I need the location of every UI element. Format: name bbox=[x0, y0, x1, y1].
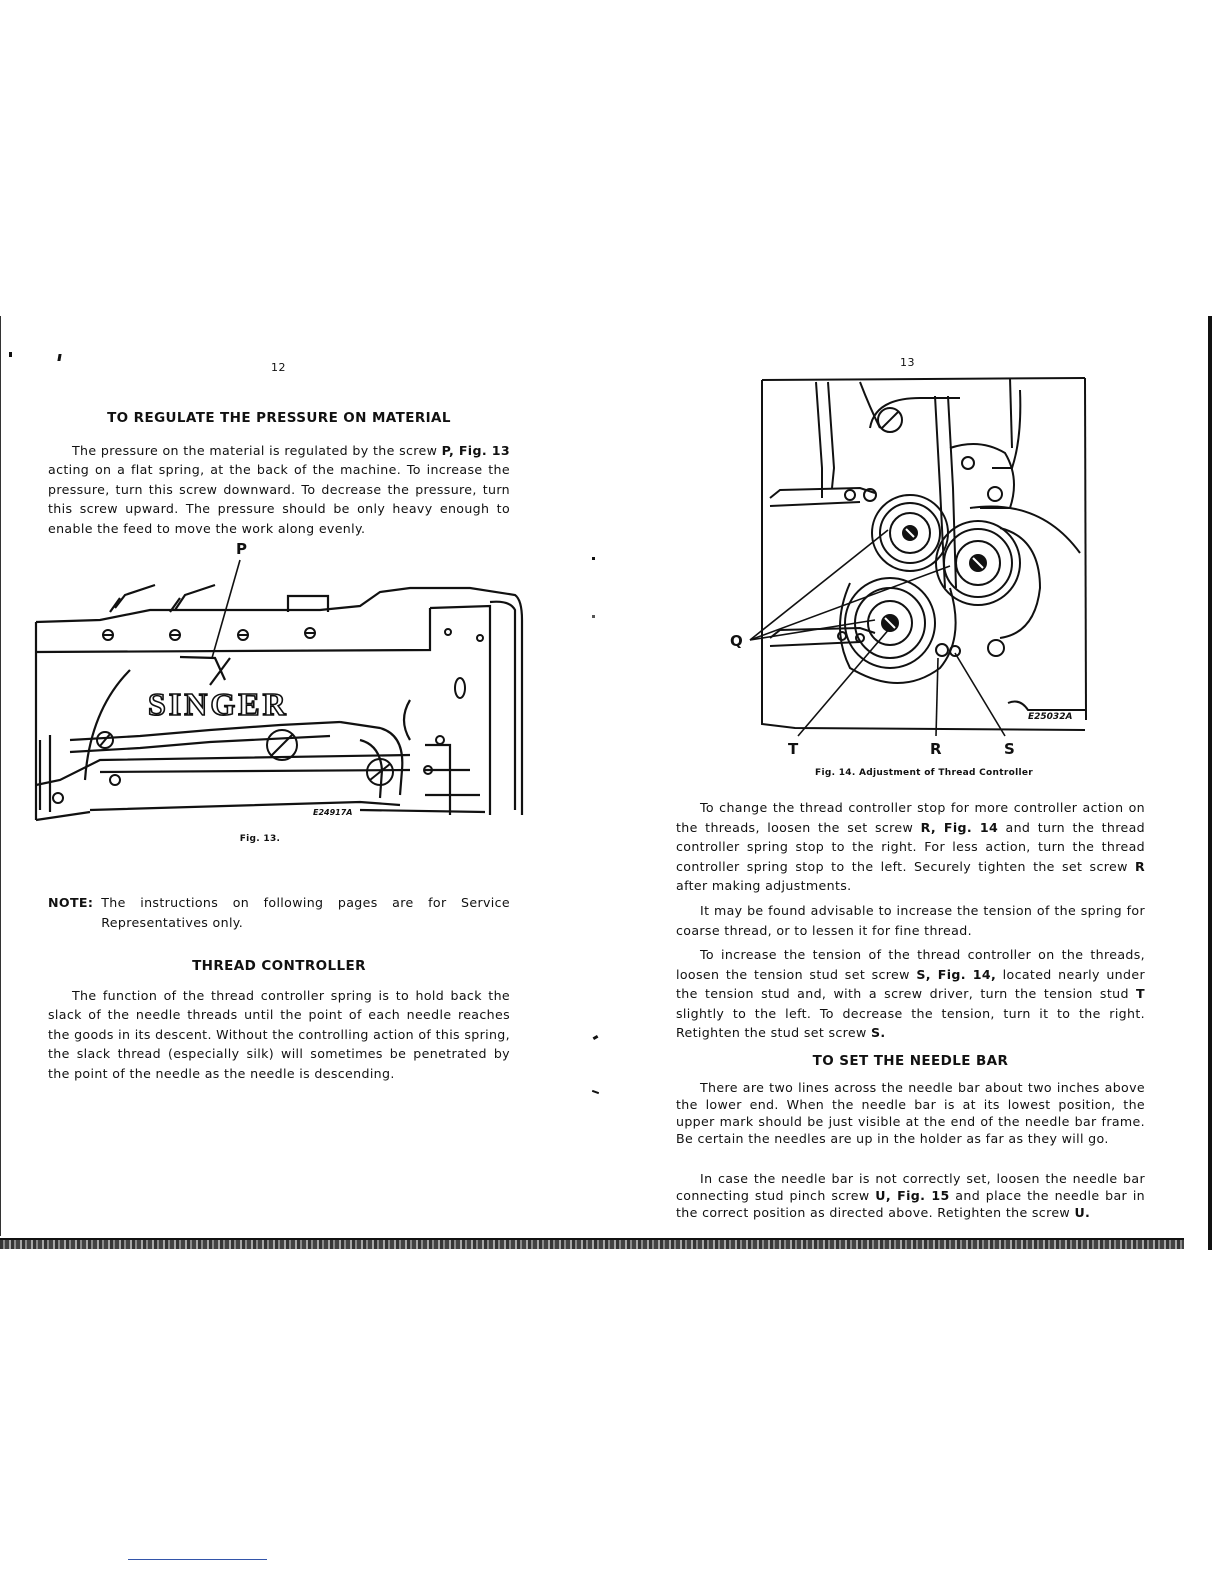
paragraph-spring-tension: It may be found advisable to increase the tension of the spring for coarse thread, or to lessen it for fine thread. bbox=[676, 903, 1145, 938]
page-edge-left bbox=[0, 316, 1, 1236]
scan-speck bbox=[593, 1035, 599, 1040]
figure-label-s: S bbox=[1004, 740, 1015, 758]
scan-speck bbox=[592, 557, 595, 560]
figure-label-p: P bbox=[236, 540, 247, 558]
section-paragraph: The function of the thread controller spring is to hold back the slack of the needle threads until the point of each needle reaches the goods in its descent. Without the controlling action of this spring, the slack thread (especially silk) will sometimes be penetrated by the point of the needle as the needle is descending. bbox=[48, 988, 510, 1081]
section-heading: TO REGULATE THE PRESSURE ON MATERIAL bbox=[107, 410, 451, 426]
section-heading: TO SET THE NEEDLE BAR bbox=[812, 1053, 1009, 1069]
scan-bottom-edge bbox=[0, 1240, 1184, 1249]
paragraph-tension-stud: To increase the tension of the thread controller on the threads, loosen the tension stud set screw S, Fig. 14, located nearly under the tension stud and, with a screw driver, turn the tension stud T slightly to the left. To decrease the tension, turn it to the right. Retighten the stud set screw S. bbox=[676, 947, 1145, 1040]
note-label: NOTE: bbox=[48, 895, 94, 910]
figure-label-r: R bbox=[930, 740, 942, 758]
footer-link-underline bbox=[128, 1559, 267, 1560]
figure-code: E24917A bbox=[313, 808, 353, 817]
section-heading: THREAD CONTROLLER bbox=[192, 958, 366, 974]
page-number: 13 bbox=[900, 356, 915, 369]
scan-bottom-line bbox=[0, 1238, 1184, 1240]
paragraph-controller-stop: To change the thread controller stop for more controller action on the threads, loosen the set screw R, Fig. 14 and turn the thread controller spring stop to the right. For less action, turn the thread controller spring stop to the left. Securely tighten the set screw R after making adjustments. bbox=[676, 800, 1146, 893]
figure-14-thread-controller-illustration bbox=[750, 368, 1090, 748]
figure-caption: Fig. 13. bbox=[239, 834, 281, 844]
scan-speck bbox=[9, 352, 12, 357]
figure-label-t: T bbox=[788, 740, 799, 758]
page-number: 12 bbox=[271, 361, 286, 374]
figure-13-machine-illustration bbox=[30, 540, 530, 830]
note-block bbox=[48, 893, 510, 933]
page-edge-right bbox=[1208, 316, 1212, 1250]
paragraph-needle-bar-marks: There are two lines across the needle bar about two inches above the lower end. When the needle bar is at its lowest position, the upper mark should be just visible at the end of the needle bar frame. Be certain the needles are up in the holder as far as they will go. bbox=[676, 1080, 1145, 1146]
paragraph-needle-bar-adjust: In case the needle bar is not correctly set, loosen the needle bar connecting stud pinch screw U, Fig. 15 and place the needle bar in the correct position as directed above. Retighten the screw U. bbox=[676, 1171, 1145, 1220]
scan-speck bbox=[57, 354, 61, 361]
scan-speck bbox=[592, 1090, 599, 1094]
section-paragraph: The pressure on the material is regulated by the screw P, Fig. 13 acting on a flat spring, at the back of the machine. To increase the pressure, turn this screw downward. To decrease the pressure, turn this screw upward. The pressure should be only heavy enough to enable the feed to move the work along evenly. bbox=[48, 443, 510, 536]
scan-speck bbox=[592, 615, 595, 618]
note-text: The instructions on following pages are for Service Representatives only. bbox=[101, 895, 510, 930]
figure-label-q: Q bbox=[730, 632, 743, 650]
figure-code: E25032A bbox=[1028, 712, 1073, 722]
singer-brand-logo: SINGER bbox=[148, 686, 289, 722]
figure-caption: Fig. 14. Adjustment of Thread Controller bbox=[815, 768, 1033, 778]
